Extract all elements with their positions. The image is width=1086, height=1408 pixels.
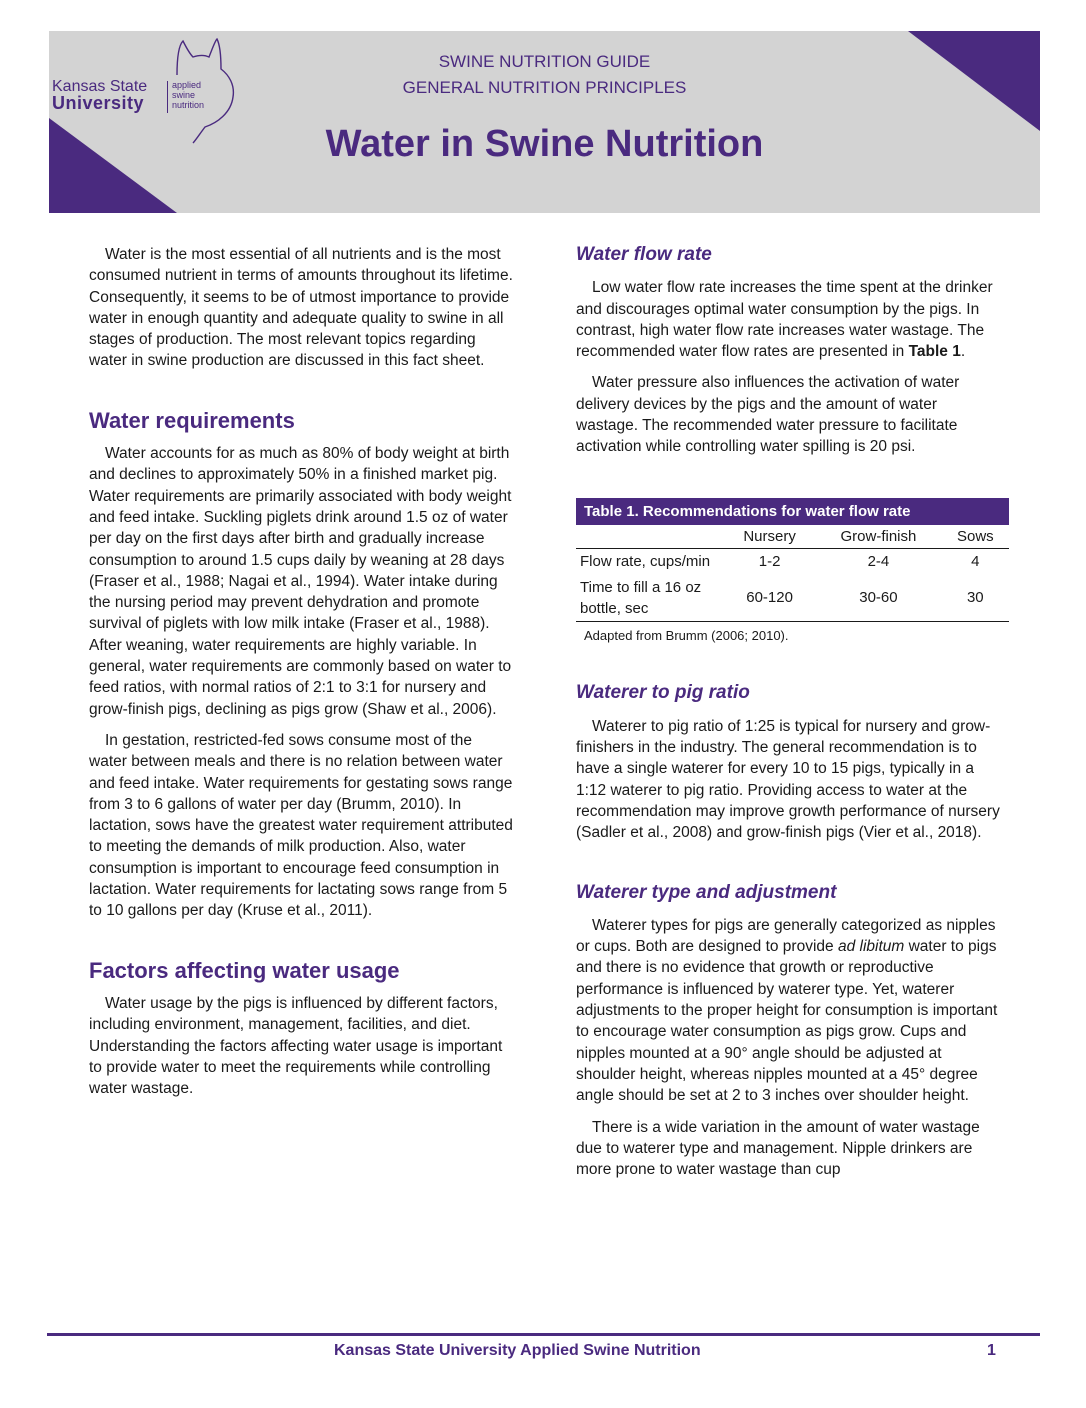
type-paragraph-2: There is a wide variation in the amount of water wastage due to waterer type and management. Nipple drinkers are more prone to water wastage than cup	[576, 1118, 980, 1179]
table-row	[576, 549, 1009, 575]
guide-line-1: SWINE NUTRITION GUIDE	[438, 52, 651, 71]
page-title: Water in Swine Nutrition	[325, 123, 764, 165]
logo-line-1: Kansas State	[52, 78, 148, 95]
requirements-paragraph-2: In gestation, restricted-fed sows consume most of the water between meals and there is no relation between water and feed intake. Water requirements for gestating sows range from 3 to 6 gallons of water per day (Brumm, 2010). In lactation, sows have the greatest water requirement attributed to meeting the demands of milk production. Also, water consumption is important to encourage feed consumption in lactation. Water requirements for lactating sows range from 5 to 10 gallons per day (Kruse et al., 2011).	[89, 731, 513, 920]
table-reference: Table 1	[908, 343, 961, 361]
heading-waterer-type: Waterer type and adjustment	[576, 881, 837, 903]
requirements-paragraph-1: Water accounts for as much as 80% of body weight at birth and declines to approximately 50% in a finished market pig. Water requirements are primarily associated with body weight and feed intake. Suckling piglets drink around 1.5 oz of water per day on the first days after birth and gradually increase consumption to around 1.5 cups daily by weaning at 28 days (Fraser et al., 1988; Nagai et al., 1994). Water intake during the nursing period may prevent dehydration and promote survival of piglets with low milk intake (Fraser et al., 1988). After weaning, water requirements are highly variable. In general, water requirements are commonly based on water to feed ratios, with normal ratios of 2:1 to 3:1 for nursery and grow-finish pigs, declining as pigs grow (Shaw et al., 2006).	[89, 445, 512, 718]
table-header-sows: Sows	[942, 525, 1009, 549]
flow-text-end: .	[960, 343, 966, 361]
heading-water-requirements: Water requirements	[89, 407, 295, 433]
logo-asn-1: applied	[172, 80, 202, 90]
left-column	[89, 244, 514, 1109]
flow-text: Low water flow rate increases the time spent at the drinker and discourages optimal water consumption by the pigs. In contrast, high water flow rate increases water wastage. The recommended water flow rates are presented in	[576, 279, 993, 361]
logo-asn-2: swine	[172, 90, 196, 100]
table-cell: 30-60	[815, 575, 941, 622]
table-cell: Time to fill a 16 oz bottle, sec	[576, 575, 724, 622]
flow-paragraph-1	[576, 277, 1002, 362]
table-caption: Table 1. Recommendations for water flow rate	[576, 498, 1009, 525]
heading-water-flow-rate: Water flow rate	[576, 244, 712, 265]
type-text-italic: ad libitum	[837, 938, 905, 956]
type-text-a: Waterer types for pigs are generally categorized as nipples or cups. Both are designed to provide	[576, 916, 996, 956]
table-cell: Flow rate, cups/min	[580, 553, 711, 571]
type-paragraph-1	[576, 915, 1002, 1107]
table-header-blank	[576, 525, 724, 549]
heading-factors-water-usage: Factors affecting water usage	[89, 957, 400, 983]
heading-waterer-pig-ratio: Waterer to pig ratio	[576, 682, 750, 704]
table-cell: 4	[971, 553, 980, 571]
right-column	[576, 244, 1002, 1190]
table-cell: 1-2	[758, 553, 781, 571]
type-text-b: water to pigs and there is no evidence that growth or reproductive performance is influenced by waterer type. Yet, waterer adjustments to the proper height for consumption is important to encourage water consumption as pigs grow. Cups and nipples mounted at a 90° angle should be adjusted at shoulder height, whereas nipples mounted at a 45° degree angle should be set at 2 to 3 inches over shoulder height.	[576, 938, 998, 1105]
logo-asn-3: nutrition	[172, 100, 205, 110]
page-number: 1	[987, 1342, 996, 1359]
intro-paragraph: Water is the most essential of all nutrients and is the most consumed nutrient in terms of amounts throughout its lifetime. Consequently, it seems to be of utmost importance to provide water in enough quantity and adequate quality to swine in all stages of production. The most relevant topics regarding water in swine production are discussed in this fact sheet.	[89, 246, 513, 370]
logo-line-2: University	[52, 93, 145, 113]
table-cell: 2-4	[867, 553, 890, 571]
table-cell: 60-120	[724, 575, 815, 622]
table-note: Adapted from Brumm (2006; 2010).	[584, 628, 789, 644]
flow-paragraph-2: Water pressure also influences the activation of water delivery devices by the pigs and the amount of water wastage. The recommended water pressure to facilitate activation while controlling water spilling is 20 psi.	[576, 374, 960, 456]
table-header-nursery: Nursery	[724, 525, 815, 549]
footer-rule	[47, 1333, 1040, 1336]
footer-text: Kansas State University Applied Swine Nutrition	[334, 1342, 701, 1359]
factors-paragraph-1: Water usage by the pigs is influenced by different factors, including environment, management, facilities, and diet. Understanding the factors affecting water usage is important to provide water to meet the requirements while controlling water wastage.	[89, 994, 503, 1098]
header-band	[49, 31, 1040, 213]
guide-line-2: GENERAL NUTRITION PRINCIPLES	[402, 78, 687, 97]
flow-rate-table	[576, 498, 1009, 622]
table-cell: 30	[942, 575, 1009, 622]
guide-heading	[49, 49, 1040, 101]
table-row	[576, 575, 1009, 622]
ratio-paragraph-1: Waterer to pig ratio of 1:25 is typical for nursery and grow-finishers in the industry. The general recommendation is to have a single waterer for every 10 to 15 pigs, typically in a 1:12 waterer to pig ratio. Providing access to water at the recommendation may improve growth performance of nursery (Sadler et al., 2008) and grow-finish pigs (Vier et al., 2018).	[576, 717, 1000, 842]
table-header-grow-finish: Grow-finish	[815, 525, 941, 549]
